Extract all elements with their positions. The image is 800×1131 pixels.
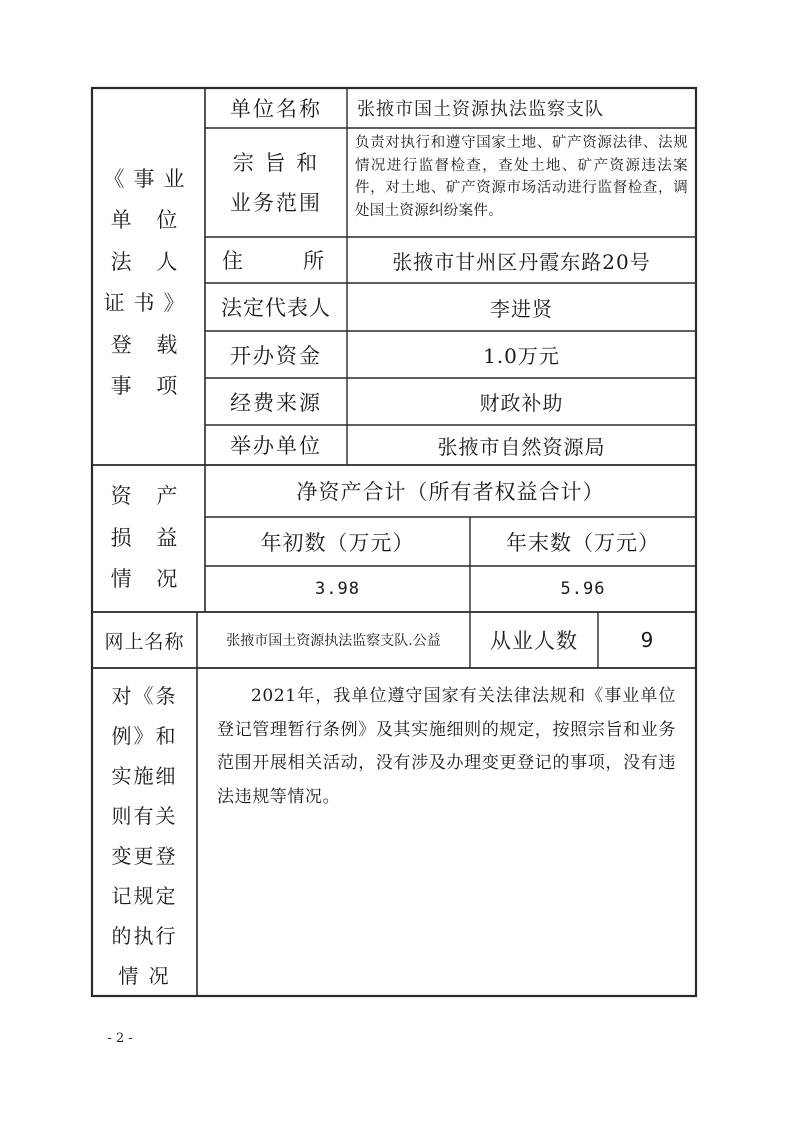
start-capital-label: 开办资金: [230, 343, 322, 368]
unit-name-label: 单位名称: [230, 97, 322, 121]
compliance-label-line: 例》和: [111, 724, 178, 748]
compliance-label-line: 情 况: [118, 964, 171, 988]
compliance-label-line: 则有关: [111, 804, 178, 828]
reg-label-line: 单 位: [110, 208, 187, 232]
compliance-section-label: [92, 672, 197, 992]
purpose-label-line: 业务范围: [230, 190, 322, 215]
purpose-scope-label: [205, 128, 347, 237]
reg-label-line: 登 载: [110, 332, 187, 357]
legal-representative-value: 李进贤: [490, 296, 553, 321]
employees-label: 从业人数: [490, 629, 578, 653]
compliance-label-line: 的执行: [111, 924, 178, 948]
reg-label-line: 《事业: [103, 166, 194, 191]
reg-label-line: 证书》: [103, 291, 194, 315]
address-value: 张掖市甘州区丹霞东路20号: [392, 249, 651, 274]
compliance-label-line: 实施细: [111, 764, 178, 788]
sponsor-unit-value: 张掖市自然资源局: [437, 434, 606, 459]
purpose-scope-value: 负责对执行和遵守国家土地、矿产资源法律、法规情况进行监督检查，查处土地、矿产资源违法案件，对土地、矿产资源市场活动进行监督检查，调处国土资源纠纷案件。: [355, 135, 688, 219]
compliance-label-line: 变更登: [111, 844, 178, 868]
assets-label-line: 情 况: [110, 567, 187, 592]
page-number: - 2 -: [107, 1031, 133, 1046]
purpose-label-line: 宗 旨 和: [232, 150, 320, 175]
net-assets-header: 净资产合计（所有者权益合计）: [296, 480, 605, 504]
online-name-label: 网上名称: [104, 630, 185, 653]
sponsor-unit-label: 举办单位: [230, 434, 322, 458]
compliance-label-line: 对《条: [111, 684, 178, 708]
begin-year-value: 3.98: [315, 579, 360, 599]
compliance-text: 2021年，我单位遵守国家有关法律法规和《事业单位登记管理暂行条例》及其实施细则的规定，按照宗旨和业务范围开展相关活动，没有涉及办理变更登记的事项，没有违法违规等情况。: [217, 686, 676, 807]
online-name-value: 张掖市国土资源执法监察支队.公益: [226, 633, 441, 649]
begin-year-header: 年初数（万元）: [260, 530, 415, 555]
funding-source-value: 财政补助: [479, 391, 564, 415]
end-year-header: 年末数（万元）: [506, 530, 660, 555]
employees-value: 9: [640, 628, 654, 652]
legal-representative-label: 法定代表人: [221, 296, 331, 320]
funding-source-label: 经费来源: [230, 390, 322, 415]
start-capital-value: 1.0万元: [483, 344, 560, 368]
end-year-value: 5.96: [560, 579, 606, 599]
registration-section-label: [92, 158, 205, 408]
assets-label-line: 资 产: [110, 484, 187, 509]
reg-label-line: 事 项: [110, 374, 187, 398]
assets-section-label: [92, 465, 205, 612]
compliance-label-line: 记规定: [111, 884, 178, 908]
assets-label-line: 损 益: [110, 525, 187, 550]
reg-label-line: 法 人: [110, 249, 187, 274]
address-label: 住 所: [222, 249, 330, 273]
unit-name-value: 张掖市国土资源执法监察支队: [357, 99, 604, 120]
